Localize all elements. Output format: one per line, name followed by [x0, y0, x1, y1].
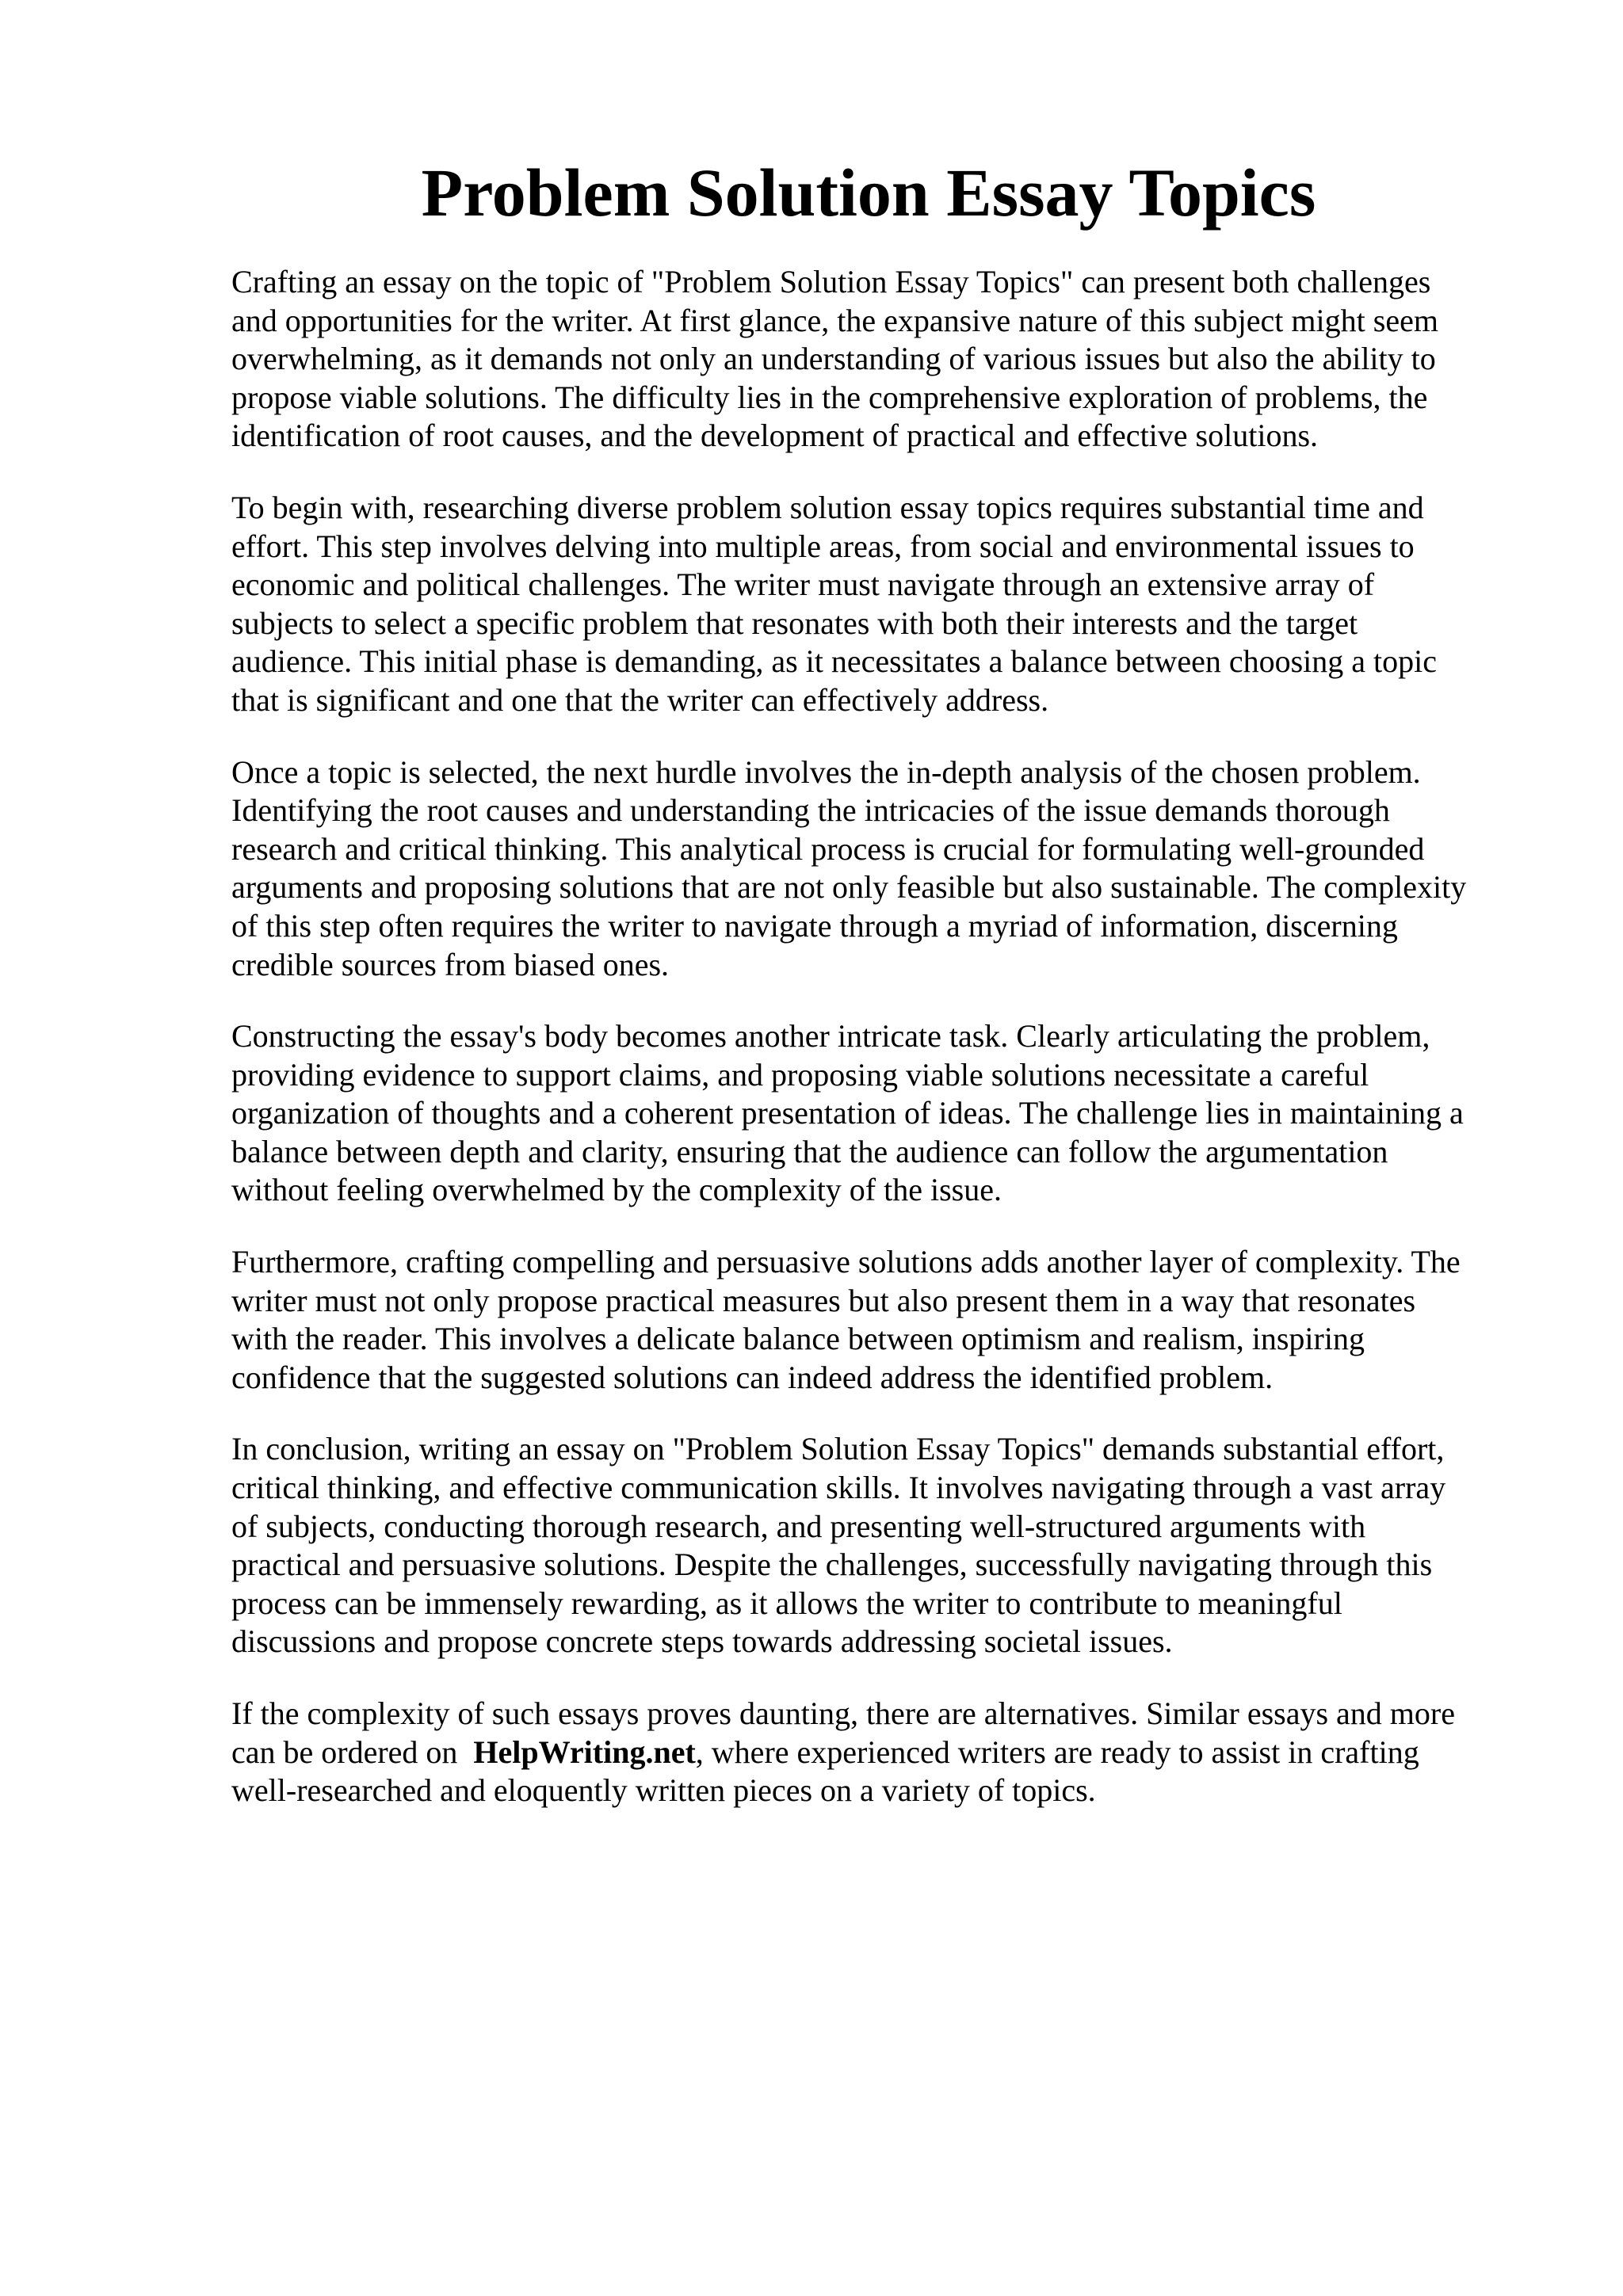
- text-fragment: can be ordered on: [231, 1733, 458, 1770]
- text-line: process can be immensely rewarding, as it allows the writer to contribute to meaningful: [231, 1585, 1342, 1621]
- text-line: subjects to select a specific problem that resonates with both their interests and the target: [231, 605, 1358, 641]
- text-line: and opportunities for the writer. At first glance, the expansive nature of this subject might seem: [231, 302, 1438, 338]
- text-line: overwhelming, as it demands not only an understanding of various issues but also the ability to: [231, 341, 1436, 377]
- paragraph-conclusion: [231, 1430, 1531, 1661]
- text-line: confidence that the suggested solutions can indeed address the identified problem.: [231, 1359, 1274, 1395]
- text-line: arguments and proposing solutions that are not only feasible but also sustainable. The complexity: [231, 869, 1467, 906]
- site-name: HelpWriting.net: [473, 1733, 696, 1770]
- text-line: writer must not only propose practical measures but also present them in a way that resonates: [231, 1282, 1416, 1318]
- text-line: audience. This initial phase is demanding, as it necessitates a balance between choosing a topic: [231, 643, 1437, 680]
- paragraph-structure: [231, 1017, 1531, 1210]
- text-line: If the complexity of such essays proves daunting, there are alternatives. Similar essays and more: [231, 1695, 1455, 1731]
- text-line: effort. This step involves delving into multiple areas, from social and environmental issues to: [231, 528, 1415, 564]
- text-line: research and critical thinking. This analytical process is crucial for formulating well-grounded: [231, 830, 1425, 867]
- text-line: well-researched and eloquently written pieces on a variety of topics.: [231, 1772, 1096, 1809]
- text-line: discussions and propose concrete steps towards addressing societal issues.: [231, 1623, 1173, 1660]
- document-title: Problem Solution Essay Topics: [421, 154, 1316, 231]
- text-line: Once a topic is selected, the next hurdle involves the in-depth analysis of the chosen problem.: [231, 753, 1421, 790]
- text-line: credible sources from biased ones.: [231, 946, 670, 982]
- text-line: without feeling overwhelmed by the complexity of the issue.: [231, 1172, 1002, 1208]
- text-line-with-site: [231, 1733, 1531, 1772]
- text-line: critical thinking, and effective communication skills. It involves navigating through a vast array: [231, 1470, 1446, 1506]
- text-line: with the reader. This involves a delicate balance between optimism and realism, inspiring: [231, 1321, 1365, 1357]
- paragraph-intro: [231, 263, 1531, 456]
- text-line: balance between depth and clarity, ensuring that the audience can follow the argumentation: [231, 1133, 1388, 1169]
- document-body: [231, 263, 1531, 1844]
- text-line: that is significant and one that the writer can effectively address.: [231, 681, 1049, 718]
- text-line: providing evidence to support claims, and proposing viable solutions necessitate a careful: [231, 1056, 1369, 1093]
- text-line: of subjects, conducting thorough research, and presenting well-structured arguments with: [231, 1508, 1366, 1544]
- text-line: Identifying the root causes and understanding the intricacies of the issue demands thorough: [231, 792, 1390, 829]
- text-line: practical and persuasive solutions. Despite the challenges, successfully navigating through this: [231, 1547, 1433, 1583]
- paragraph-alternatives: [231, 1695, 1531, 1810]
- text-line: economic and political challenges. The writer must navigate through an extensive array of: [231, 566, 1375, 603]
- text-line: propose viable solutions. The difficulty lies in the comprehensive exploration of problems, the: [231, 379, 1428, 415]
- text-fragment: , where experienced writers are ready to assist in crafting: [695, 1733, 1419, 1770]
- text-line: Furthermore, crafting compelling and persuasive solutions adds another layer of complexity. The: [231, 1244, 1461, 1280]
- text-line: identification of root causes, and the development of practical and effective solutions.: [231, 418, 1319, 454]
- text-line: Constructing the essay's body becomes another intricate task. Clearly articulating the problem,: [231, 1018, 1430, 1055]
- paragraph-research: [231, 489, 1531, 720]
- paragraph-solutions: [231, 1243, 1531, 1397]
- text-line: To begin with, researching diverse problem solution essay topics requires substantial time and: [231, 489, 1424, 525]
- text-line: organization of thoughts and a coherent presentation of ideas. The challenge lies in maintaining a: [231, 1095, 1464, 1131]
- text-line: of this step often requires the writer to navigate through a myriad of information, discerning: [231, 907, 1398, 944]
- text-line: In conclusion, writing an essay on "Problem Solution Essay Topics" demands substantial effort,: [231, 1431, 1445, 1467]
- paragraph-analysis: [231, 753, 1531, 985]
- text-line: Crafting an essay on the topic of "Problem Solution Essay Topics" can present both challenges: [231, 264, 1431, 299]
